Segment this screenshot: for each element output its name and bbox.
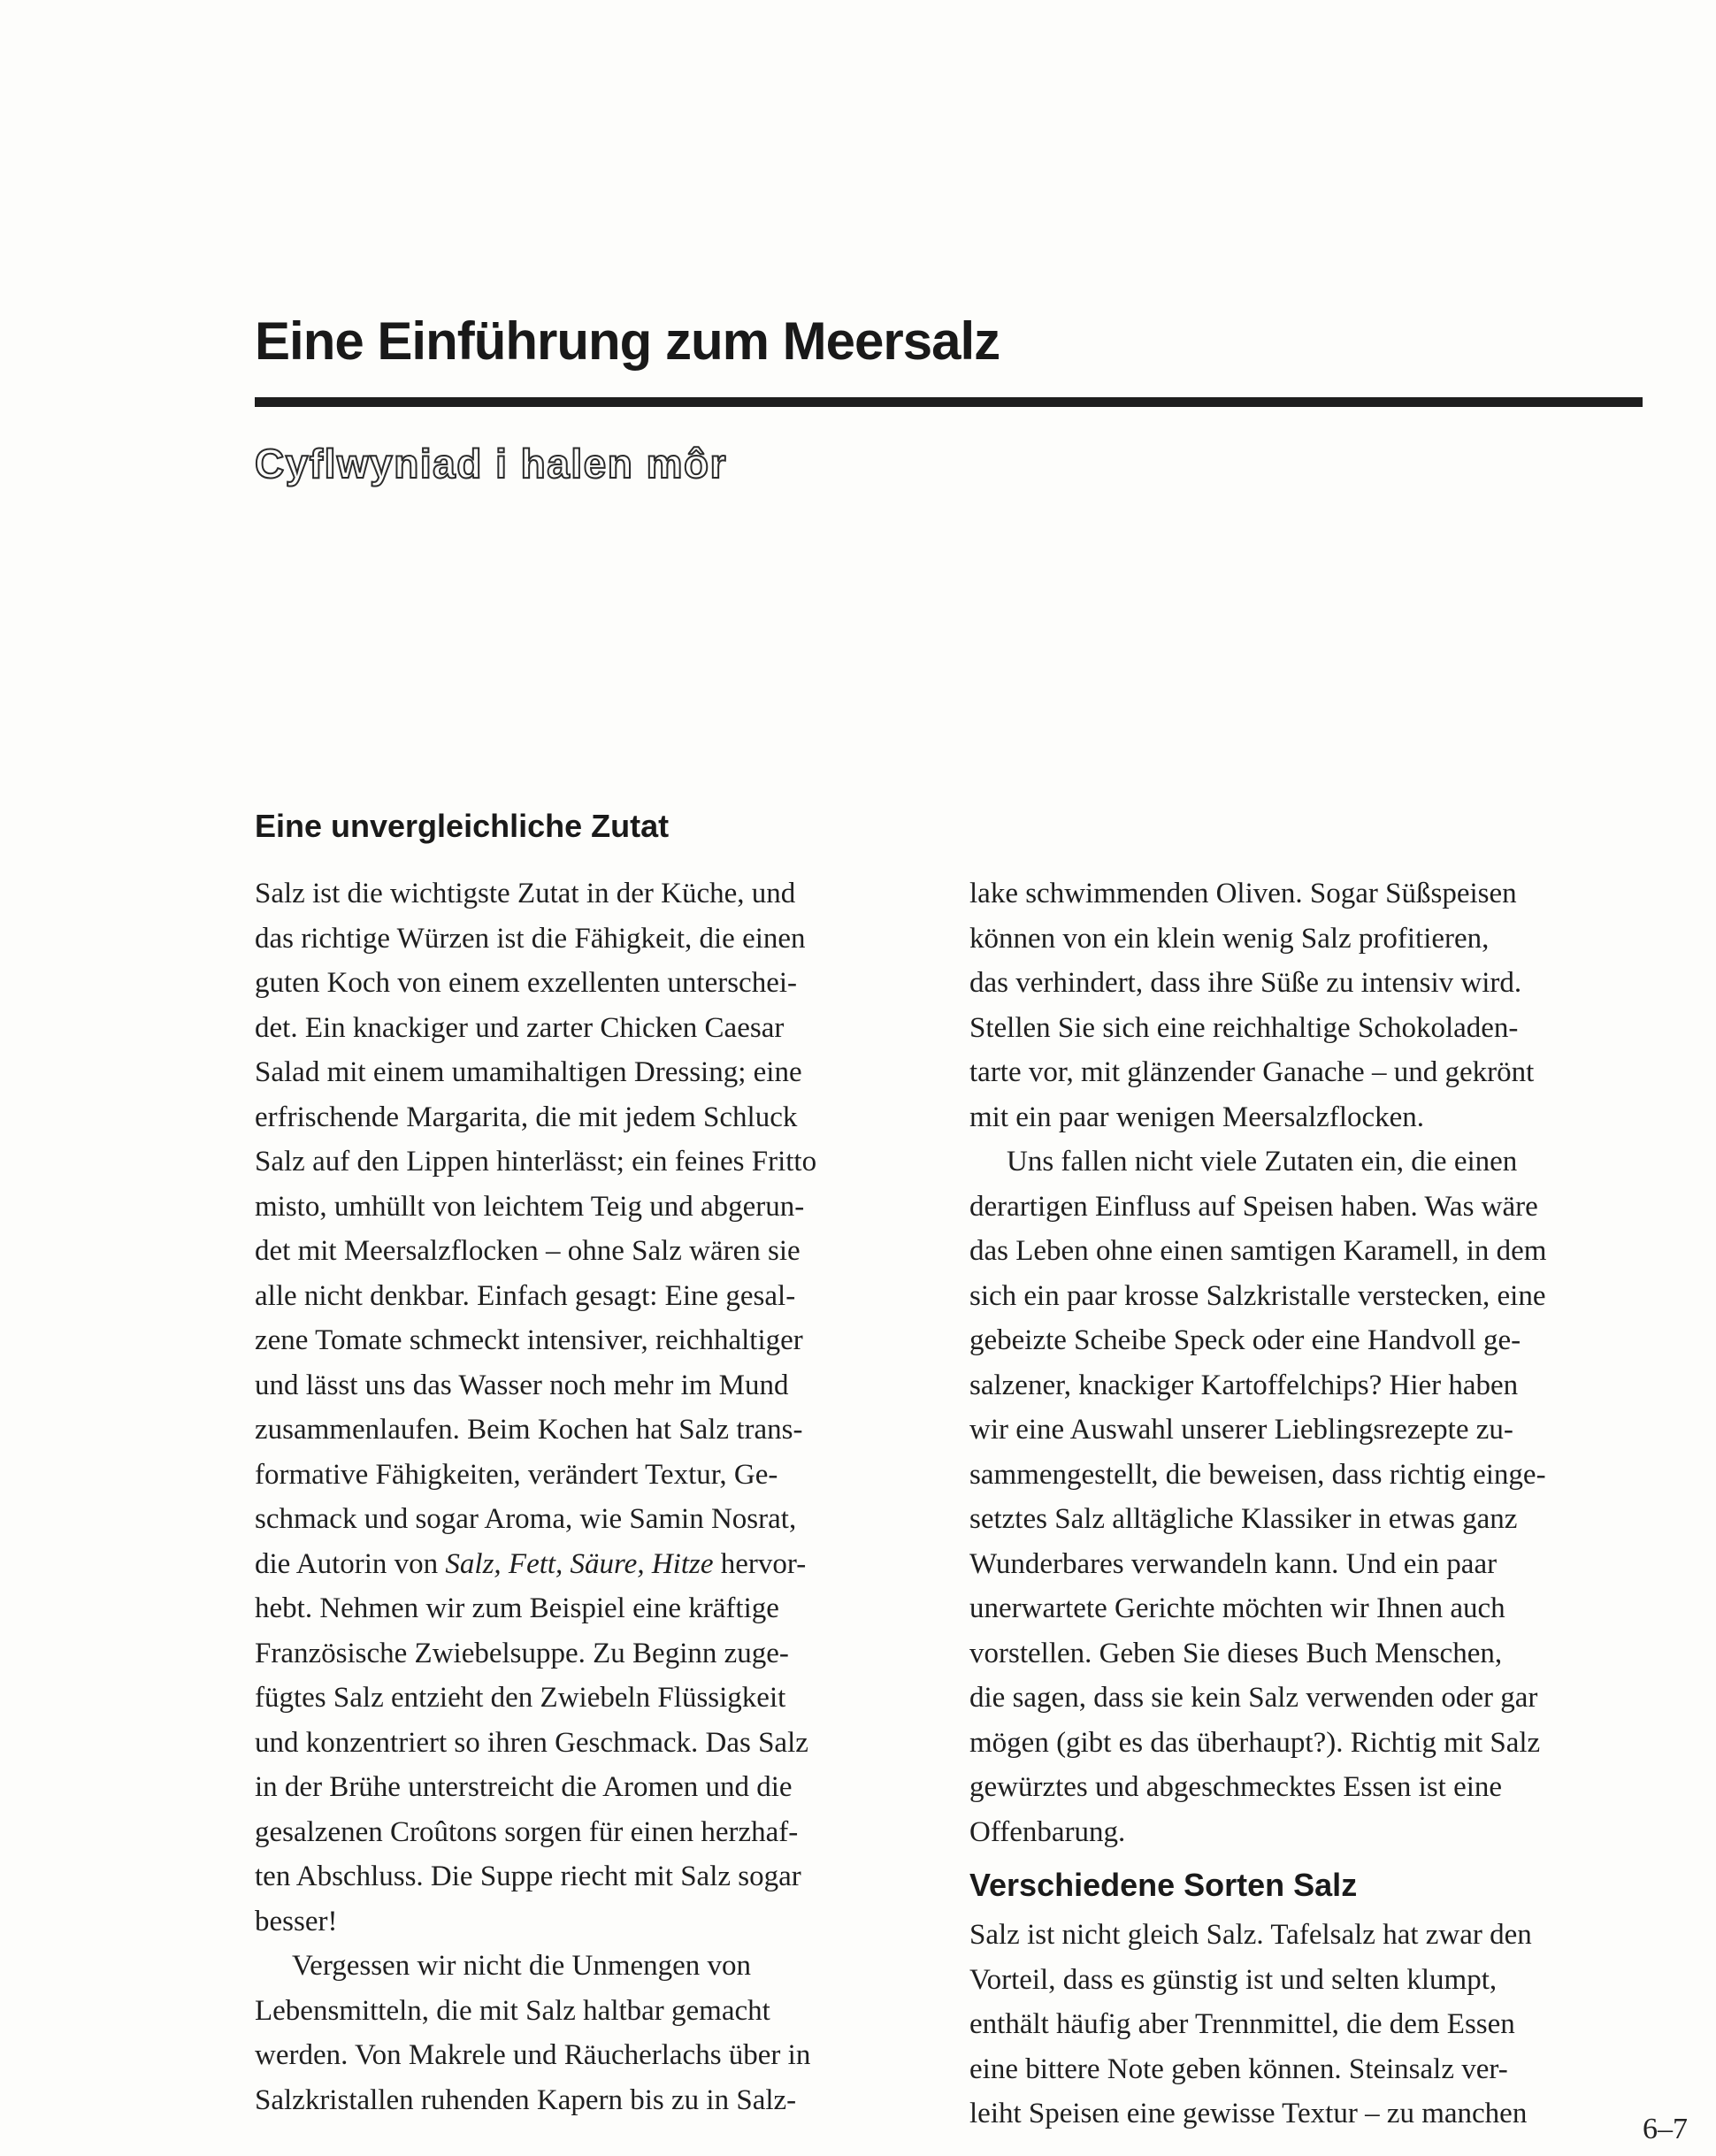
text-line: Offenbarung. <box>969 1815 1126 1848</box>
text-line: und konzentriert so ihren Geschmack. Das Salz <box>255 1726 808 1759</box>
right-column-top <box>969 871 1652 1854</box>
title-rule <box>255 397 1643 407</box>
text-line: Salzkristallen ruhenden Kapern bis zu in Salz- <box>255 2083 797 2116</box>
text-line: derartigen Einfluss auf Speisen haben. Was wäre <box>969 1190 1538 1223</box>
text-line: mögen (gibt es das überhaupt?). Richtig mit Salz <box>969 1726 1541 1759</box>
right-column <box>969 871 1652 2137</box>
text-line: gebeizte Scheibe Speck oder eine Handvoll ge- <box>969 1324 1521 1356</box>
text-line: Vergessen wir nicht die Unmengen von <box>292 1950 752 1982</box>
text-line: die sagen, dass sie kein Salz verwenden oder gar <box>969 1682 1538 1714</box>
text-line: Salz auf den Lippen hinterlässt; ein feines Fritto <box>255 1146 817 1178</box>
text-line: unerwartete Gerichte möchten wir Ihnen auch <box>969 1592 1505 1624</box>
left-column <box>255 871 927 2122</box>
page-title: Eine Einführung zum Meersalz <box>255 311 1000 371</box>
text-line: das Leben ohne einen samtigen Karamell, in dem <box>969 1235 1547 1267</box>
text-line: zene Tomate schmeckt intensiver, reichhaltiger <box>255 1324 803 1356</box>
text-line: Salz ist nicht gleich Salz. Tafelsalz hat zwar den <box>969 1919 1532 1951</box>
text-line: das verhindert, dass ihre Süße zu intensiv wird. <box>969 967 1522 999</box>
text-line: eine bittere Note geben können. Steinsalz ver- <box>969 2052 1508 2085</box>
text-line: sich ein paar krosse Salzkristalle verstecken, eine <box>969 1279 1546 1312</box>
text-line: gesalzenen Croûtons sorgen für einen herzhaf- <box>255 1815 799 1848</box>
text-line: misto, umhüllt von leichtem Teig und abgerun- <box>255 1190 805 1223</box>
text-line: können von ein klein wenig Salz profitieren, <box>969 922 1490 955</box>
text-line: erfrischende Margarita, die mit jedem Schluck <box>255 1101 798 1133</box>
text-line: mit ein paar wenigen Meersalzflocken. <box>969 1101 1425 1133</box>
text-line: Lebensmitteln, die mit Salz haltbar gemacht <box>255 1994 770 2027</box>
text-line: guten Koch von einem exzellenten unterschei- <box>255 967 798 999</box>
section-heading-right: Verschiedene Sorten Salz <box>969 1867 1358 1903</box>
text-line: Wunderbares verwandeln kann. Und ein paar <box>969 1547 1498 1580</box>
text-line: det mit Meersalzflocken – ohne Salz wären sie <box>255 1235 801 1267</box>
text-line: Salz ist die wichtigste Zutat in der Küche, und <box>255 878 796 909</box>
text-line: det. Ein knackiger und zarter Chicken Caesar <box>255 1011 785 1044</box>
text-line: das richtige Würzen ist die Fähigkeit, die einen <box>255 922 806 955</box>
text-line: fügtes Salz entzieht den Zwiebeln Flüssigkeit <box>255 1682 786 1714</box>
text-line: hebt. Nehmen wir zum Beispiel eine kräftige <box>255 1592 779 1624</box>
text-line: gewürztes und abgeschmecktes Essen ist eine <box>969 1771 1503 1803</box>
text-line: vorstellen. Geben Sie dieses Buch Menschen, <box>969 1637 1503 1669</box>
section-heading-left: Eine unvergleichliche Zutat <box>255 808 670 844</box>
text-line: und lässt uns das Wasser noch mehr im Mund <box>255 1369 789 1401</box>
text-line: besser! <box>255 1905 338 1937</box>
text-line: enthält häufig aber Trennmittel, die dem Essen <box>969 2008 1515 2040</box>
text-line: leiht Speisen eine gewisse Textur – zu manchen <box>969 2098 1528 2129</box>
text-line: die Autorin von Salz, Fett, Säure, Hitze hervor- <box>255 1547 807 1580</box>
text-line: Stellen Sie sich eine reichhaltige Schokoladen- <box>969 1011 1519 1044</box>
text-line: Französische Zwiebelsuppe. Zu Beginn zuge- <box>255 1637 789 1669</box>
text-line: in der Brühe unterstreicht die Aromen und die <box>255 1771 793 1803</box>
text-line: zusammenlaufen. Beim Kochen hat Salz trans- <box>255 1414 803 1446</box>
text-line: alle nicht denkbar. Einfach gesagt: Eine gesal- <box>255 1279 796 1312</box>
text-line: setztes Salz alltägliche Klassiker in etwas ganz <box>969 1503 1518 1535</box>
right-column-bottom <box>969 1913 1652 2137</box>
text-line: lake schwimmenden Oliven. Sogar Süßspeisen <box>969 878 1517 909</box>
text-line: salzener, knackiger Kartoffelchips? Hier haben <box>969 1369 1519 1401</box>
text-line: sammengestellt, die beweisen, dass richtig einge- <box>969 1458 1546 1491</box>
text-line: wir eine Auswahl unserer Lieblingsrezepte zu- <box>969 1414 1513 1446</box>
text-line: Uns fallen nicht viele Zutaten ein, die einen <box>1007 1146 1518 1178</box>
page-subtitle: Cyflwyniad i halen môr <box>255 441 727 487</box>
text-line: Salad mit einem umamihaltigen Dressing; eine <box>255 1056 802 1088</box>
text-line: tarte vor, mit glänzender Ganache – und gekrönt <box>969 1056 1535 1088</box>
text-line: ten Abschluss. Die Suppe riecht mit Salz sogar <box>255 1861 801 1892</box>
text-line: Vorteil, dass es günstig ist und selten klumpt, <box>969 1963 1498 1996</box>
text-line: schmack und sogar Aroma, wie Samin Nosrat, <box>255 1503 797 1535</box>
page-number: 6–7 <box>1643 2113 1688 2145</box>
text-line: werden. Von Makrele und Räucherlachs über in <box>255 2039 811 2071</box>
text-line: formative Fähigkeiten, verändert Textur, Ge- <box>255 1458 778 1491</box>
